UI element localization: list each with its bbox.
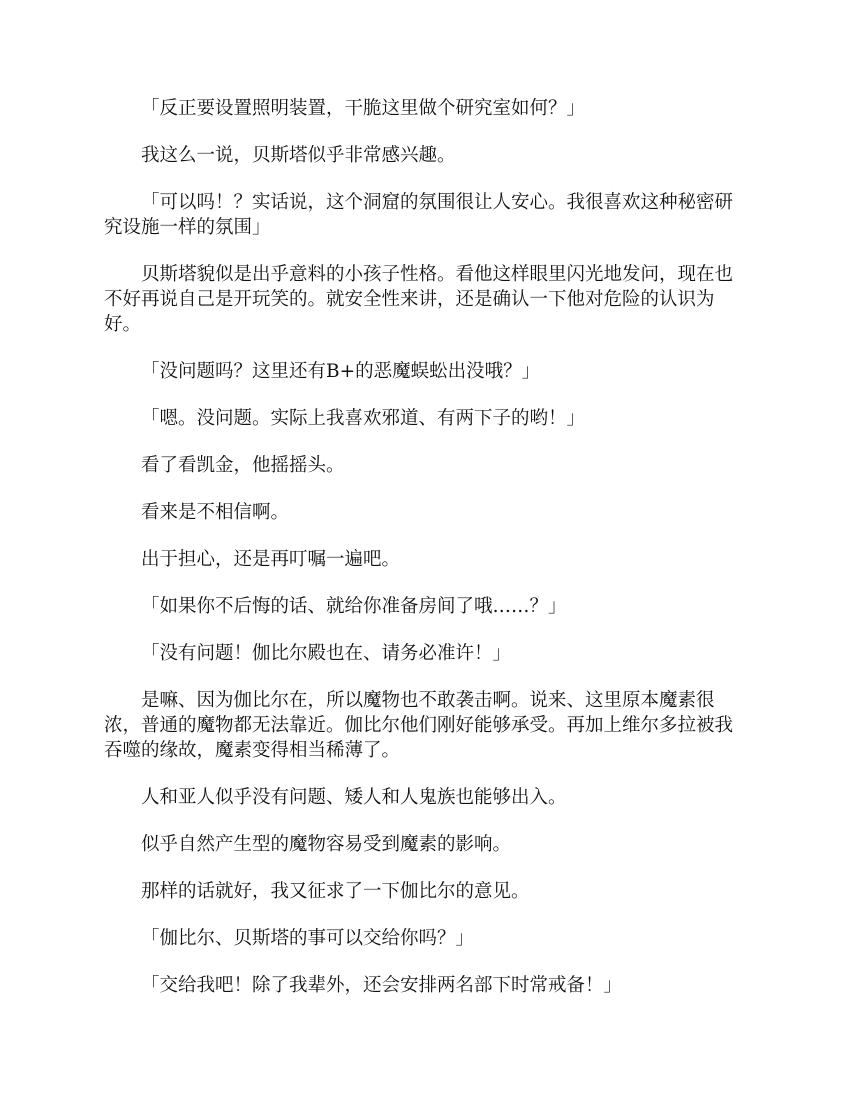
paragraph: 「交给我吧！除了我辈外，还会安排两名部下时常戒备！」	[141, 975, 623, 996]
paragraph: 「没有问题！伽比尔殿也在、请务必准许！」	[141, 643, 512, 664]
paragraph: 「可以吗！？实话说，这个洞窟的氛围很让人安心。我很喜欢这种秘密研究设施一样的氛围」	[104, 192, 734, 238]
paragraph: 是嘛、因为伽比尔在，所以魔物也不敢袭击啊。说来、这里原本魔素很浓，普通的魔物都无法靠近。伽比尔他们刚好能够承受。再加上维尔多拉被我吞噬的缘故，魔素变得相当稀薄了。	[104, 690, 734, 761]
paragraph: 「伽比尔、贝斯塔的事可以交给你吗？」	[141, 928, 475, 949]
paragraph: 贝斯塔貌似是出乎意料的小孩子性格。看他这样眼里闪光地发问，现在也不好再说自己是开玩笑的。就安全性来讲，还是确认一下他对危险的认识为好。	[104, 264, 734, 335]
paragraph: 似乎自然产生型的魔物容易受到魔素的影响。	[141, 834, 512, 855]
paragraph: 「嗯。没问题。实际上我喜欢邪道、有两下子的哟！」	[141, 408, 586, 429]
text-body	[104, 96, 748, 1020]
paragraph: 「如果你不后悔的话、就给你准备房间了哦……？」	[141, 596, 567, 617]
paragraph: 人和亚人似乎没有问题、矮人和人鬼族也能够出入。	[141, 787, 567, 808]
paragraph: 出于担心，还是再叮嘱一遍吧。	[141, 549, 401, 570]
paragraph: 「没问题吗？这里还有B+的恶魔蜈蚣出没哦？」	[141, 361, 541, 382]
paragraph: 看了看凯金，他摇摇头。	[141, 455, 345, 476]
paragraph: 「反正要设置照明装置，干脆这里做个研究室如何？」	[141, 98, 586, 119]
paragraph: 看来是不相信啊。	[141, 502, 290, 523]
paragraph: 我这么一说，贝斯塔似乎非常感兴趣。	[141, 145, 456, 166]
paragraph: 那样的话就好，我又征求了一下伽比尔的意见。	[141, 881, 530, 902]
